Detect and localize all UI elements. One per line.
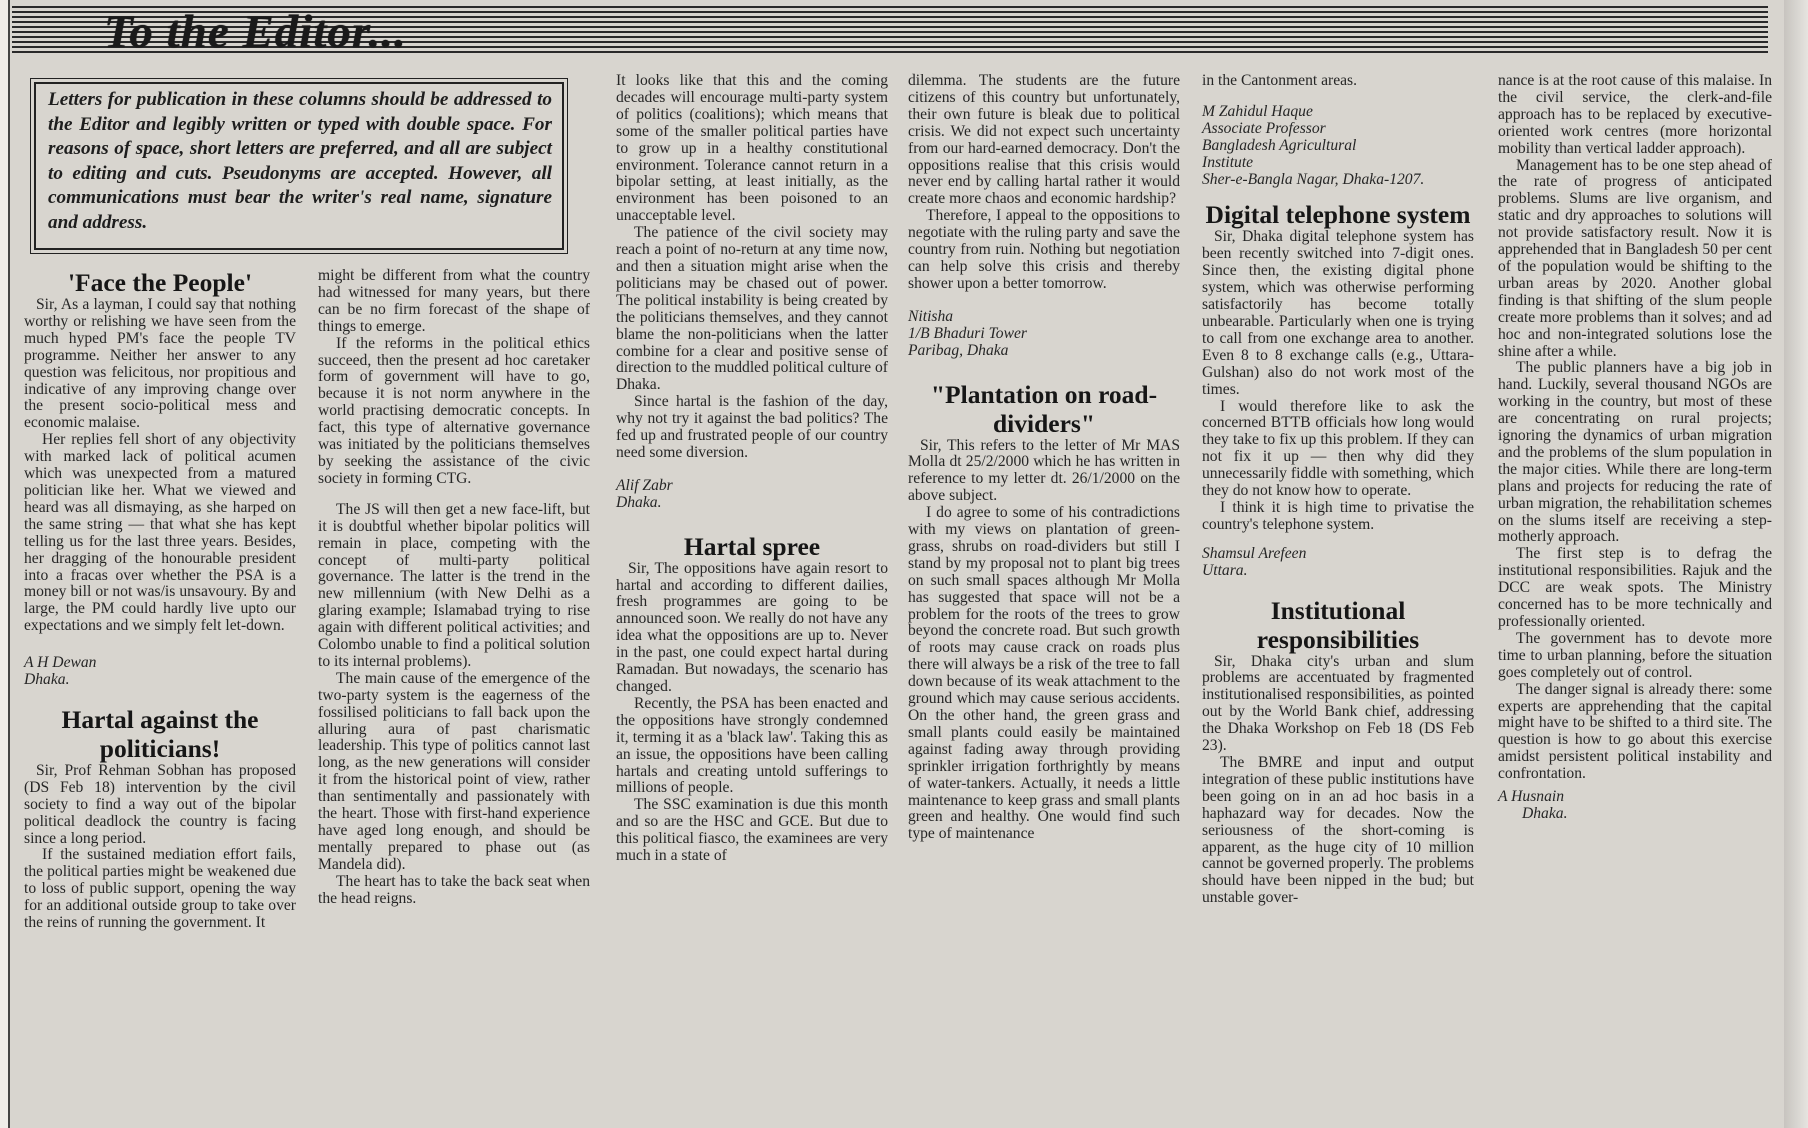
letter-paragraph: The BMRE and input and output integration of these public institutions have been going on in an ad hoc basis in a haphazard way for decades. Now the seriousness of the short-coming is apparent, as the huge city of 10 million cannot be governed properly. The problems should have been nipped in the bud; but unstable gover- — [1202, 754, 1474, 907]
letter-paragraph: The SSC examination is due this month and so are the HSC and GCE. But due to this political fiasco, the examinees are very much in a state of — [616, 796, 888, 865]
signature-institution: Institute — [1202, 153, 1254, 171]
signature-name: Nitisha — [908, 307, 954, 325]
signature-name: Alif Zabr — [616, 476, 673, 494]
letter-paragraph: Sir, This refers to the letter of Mr MAS Molla dt 25/2/2000 which he has written in reference to my letter dt. 26/1/2000 on the above subject. — [908, 436, 1180, 505]
signature-name: A H Dewan — [24, 654, 97, 672]
headline-digital-telephone: Digital telephone system — [1205, 200, 1471, 230]
letter-paragraph: Sir, Dhaka digital telephone system has been recently switched into 7-digit ones. Since then, the existing digital phone system, which was otherwise performing satisfactorily has become totally unbearable. Particularly when one is trying to call from one exchange area to another. Even 8 to 8 exchange calls (e.g., Uttara-Gulshan) also do not work most of the times. — [1202, 228, 1474, 398]
letter-paragraph: The heart has to take the back seat when the head reigns. — [318, 872, 590, 907]
letter-paragraph: I think it is high time to privatise the country's telephone system. — [1202, 498, 1474, 533]
letter-paragraph: It looks like that this and the coming decades will encourage multi-party system of politics (coalitions); which means that some of the smaller political parties have to grow up in a healthy constitutional environment. Tolerance cannot return in a bipolar setting, at least initially, as the environment has been poisoned to an unacceptable level. — [616, 72, 888, 225]
letter-paragraph: Management has to be one step ahead of the rate of progress of anticipated problems. Slums are live organism, and static and dry approaches to solutions will not provide satisfactory result. Now it is apprehended that in Bangladesh 50 per cent of the population would be shifting to the urban areas by 2020. Another global finding is that shifting of the slum people create more problems than it solves; and ad hoc and non-integrated solutions lose the shine after a while. — [1498, 156, 1772, 360]
column-3 — [616, 73, 888, 865]
signature-place: Uttara. — [1202, 561, 1248, 579]
page-left-edge — [0, 0, 10, 1128]
letter-paragraph: Recently, the PSA has been enacted and the oppositions have strongly condemned it, terming it as a 'black law'. Taking this as an issue, the oppositions have been calling hartals and creating untold sufferings to millions of people. — [616, 694, 888, 797]
letter-paragraph: nance is at the root cause of this malaise. In the civil service, the clerk-and-file approach has to be replaced by executive-oriented work centres (more horizontal mobility than vertical ladder approach). — [1498, 72, 1772, 157]
signature-institution: Bangladesh Agricultural — [1202, 136, 1357, 154]
letter-paragraph: The public planners have a big job in hand. Luckily, several thousand NGOs are working in the country, but most of these are concentrating on rural projects; ignoring the dynamics of urban migration and the problems of the slum population in the major cities. While there are long-term plans and projects for reducing the rate of urban migration, the rehabilitation schemes on the slums itself are receiving a step-motherly approach. — [1498, 359, 1772, 546]
signature-address: Paribag, Dhaka — [908, 341, 1009, 359]
letter-paragraph: The government has to devote more time to urban planning, before the situation goes completely out of control. — [1498, 629, 1772, 681]
headline-hartal-spree: Hartal spree — [683, 531, 821, 561]
letter-paragraph: Sir, Dhaka city's urban and slum problems are accentuated by fragmented institutionalised responsibilities, as pointed out by the World Bank chief, addressing the Dhaka Workshop on Feb 18 (DS Feb 23). — [1202, 652, 1474, 755]
letter-paragraph: Her replies fell short of any objectivity with marked lack of political acumen which was unexpected from a matured politician like her. What we viewed and heard was all dismaying, as she harped on the same string — that what she has kept telling us for the last three years. Besides, her dragging of the honourable president into a fracas over whether the PSA is a money bill or not was/is unsavoury. By and large, the PM could hardly live upto our expectations and we simply felt let-down. — [24, 431, 296, 635]
signature-place: Dhaka. — [24, 671, 70, 689]
submission-notice: Letters for publication in these columns should be addressed to the Editor and legibly written or typed with double space. For reasons of space, short letters are preferred, and all are subject to editing and cuts. Pseudonyms are accepted. However, all communications must bear the writer's real name, signature and address. — [34, 82, 564, 250]
signature-place: Dhaka. — [1522, 804, 1568, 822]
letter-paragraph: The patience of the civil society may reach a point of no-return at any time now, and then a situation might arise when the politicians may be chased out of power. The political instability is being created by the politicians themselves, and they cannot blame the non-politicians when the latter combine for a clear and positive sense of direction to the muddled political culture of Dhaka. — [616, 224, 888, 394]
column-1 — [24, 268, 296, 932]
signature-address: 1/B Bhaduri Tower — [908, 324, 1027, 342]
letter-paragraph: Therefore, I appeal to the oppositions to negotiate with the ruling party and save the country from ruin. Nothing but negotiation can help solve this crisis and thereby shower upon a better tomorrow. — [908, 207, 1180, 292]
letter-paragraph: Since hartal is the fashion of the day, why not try it against the bad politics? The fed up and frustrated people of our country need some diversion. — [616, 393, 888, 461]
signature-name: A Husnain — [1498, 788, 1564, 806]
letter-paragraph: in the Cantonment areas. — [1202, 72, 1358, 89]
letter-paragraph: The danger signal is already there: some experts are apprehending that the capital might have to be shifted to a third site. The question is how to go about this exercise amidst persistent political instability and confrontation. — [1498, 680, 1772, 783]
letter-paragraph: The JS will then get a new face-lift, but it is doubtful whether bipolar politics will remain in place, competing with the concept of multi-party political governance. The latter is the trend in the new millennium (with New Delhi as a glaring example; Islamabad trying to rise again with different political activities; and Colombo unable to find a political solution to its internal problems). — [318, 500, 590, 670]
letter-paragraph: Sir, The oppositions have again resort to hartal and according to different dailies, fresh programmes are going to be announced soon. We really do not have any idea what the oppositions are up to. Never in the past, one could expect hartal during Ramadan. But nowadays, the scenario has changed. — [616, 559, 888, 695]
letter-paragraph: dilemma. The students are the future citizens of this country but unfortunately, their own future is bleak due to political crisis. We did not expect such uncertainty from our hard-earned democracy. Don't the oppositions realise that this crisis would never end by calling hartal rather it would create more chaos and economic hardship? — [908, 72, 1180, 208]
signature-name: Shamsul Arefeen — [1202, 544, 1307, 562]
letter-paragraph: I would therefore like to ask the concerned BTTB officials how long would they take to fix up this problem. If they can not fix it up — then why did they unnecessarily fiddle with something, which they do not know how to operate. — [1202, 397, 1474, 500]
section-title: To the Editor... — [104, 6, 407, 58]
letter-paragraph: The main cause of the emergence of the two-party system is the eagerness of the fossilised politicians to fall back upon the alluring aura of past charismatic leadership. This type of politics cannot last long, as the new generations will consider it from the historical point of view, rather than sentimentally and passionately with the heart. Those with first-hand experience have aged long enough, and should be mentally prepared to phase out (as Mandela did). — [318, 669, 590, 873]
letter-paragraph: Sir, As a layman, I could say that nothing worthy or relishing we have seen from the much hyped PM's face the people TV programme. Neither her answer to any question was felicitous, nor propitious and indicative of any improving change over the present socio-political mess and economic malaise. — [24, 296, 296, 432]
column-5 — [1202, 73, 1474, 907]
letter-paragraph: might be different from what the country had witnessed for many years, but there can be no firm forecast of the shape of things to emerge. — [318, 267, 590, 335]
signature-address: Sher-e-Bangla Nagar, Dhaka-1207. — [1202, 170, 1425, 188]
column-2 — [318, 268, 590, 908]
page-right-edge — [1784, 0, 1808, 1128]
column-6 — [1498, 73, 1772, 823]
letter-paragraph: If the reforms in the political ethics succeed, then the present ad hoc caretaker form of government will have to go, because it is not norm anywhere in the world practising democratic concepts. In fact, this type of alternative governance was initiated by the politicians themselves by seeking the assistance of the civic society in forming CTG. — [318, 334, 590, 487]
headline-plantation-road-dividers: "Plantation on road-dividers" — [930, 379, 1158, 438]
signature-title: Associate Professor — [1202, 119, 1326, 137]
letter-paragraph: The first step is to defrag the institutional responsibilities. Rajuk and the DCC are weak spots. The Ministry concerned has to be more technically and professionally oriented. — [1498, 545, 1772, 630]
signature-name: M Zahidul Haque — [1202, 102, 1313, 120]
letter-paragraph: Sir, Prof Rehman Sobhan has proposed (DS Feb 18) intervention by the civil society to find a way out of the bipolar political deadlock the country is facing since a long period. — [24, 761, 296, 847]
letter-paragraph: If the sustained mediation effort fails, the political parties might be weakened due to loss of public support, opening the way for an additional outside group to take over the reins of running the government. It — [24, 846, 296, 932]
headline-hartal-against-politicians: Hartal against the politicians! — [61, 704, 259, 763]
letter-paragraph: I do agree to some of his contradictions with my views on plantation of green-grass, shrubs on road-dividers but still I stand by my proposal not to plant big trees on such small spaces although Mr Molla has suggested that space will not be a problem for the roots of the trees to grow beyond the concrete road. But such growth of roots may cause crack on roads plus there will always be a risk of the tree to fall down because of its weak attachment to the ground which may cause serious accidents. On the other hand, the green grass and small plants could easily be maintained against fading away through providing sprinkler irrigation forthrightly by means of water-tankers. Actually, it needs a little maintenance to keep grass and small plants green and healthy. One would find such type of maintenance — [908, 504, 1180, 843]
headline-face-the-people: 'Face the People' — [67, 268, 253, 297]
signature-place: Dhaka. — [616, 493, 662, 511]
column-4 — [908, 73, 1180, 843]
headline-institutional-responsibilities: Institutional responsibilities — [1256, 595, 1420, 654]
